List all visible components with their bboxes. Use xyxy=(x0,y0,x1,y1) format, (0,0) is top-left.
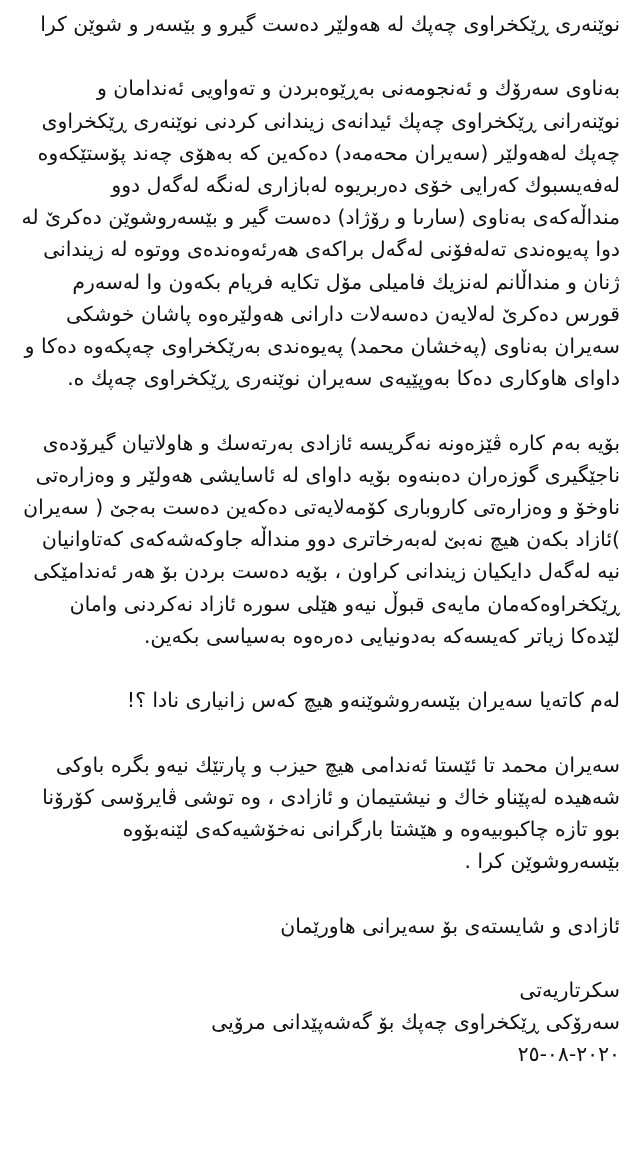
paragraph-slogan: ئازادی و شایستەی بۆ سەیرانی هاورێمان xyxy=(280,913,620,938)
signature-role: سکرتاریەتی xyxy=(519,978,620,1002)
signature-date: ٢٠٢٠-٠٨-٢٥ xyxy=(517,1042,620,1067)
paragraph-background: سەیران محمد تا ئێستا ئەندامی هیچ حیزب و پارتێك نیەو بگرە باوکی شەهیدە لەپێناو خاك و نیشتیمان و ئازادی ، وە توشی ڤایرۆسی کۆرۆنا بوو تازە چاکبوبیەوە و هێشتا بارگرانی نەخۆشیەکەی لێنەبۆوە بێسەروشوێن کرا . xyxy=(42,752,620,874)
signature-organization: سەرۆکی ڕێکخراوی چەپك بۆ گەشەپێدانی مرۆیی xyxy=(211,1010,620,1035)
signature-block xyxy=(18,974,620,1071)
paragraph-status: لەم کاتەیا سەیران بێسەروشوێنەو هیچ کەس زانیاری نادا ؟! xyxy=(126,688,620,713)
document-title: نوێنەری ڕێکخراوی چەپك لە هەولێر دەست گیرو و بێسەر و شوێن کرا xyxy=(40,12,620,36)
paragraph-demand: بۆیە بەم کارە ڤێزەونە نەگریسە ئازادی بەرتەسك و هاولاتیان گیرۆدەی ناجێگیری گوزەران دەبنەوە بۆیە داوای لە ئاسایشی هەولێر و وەزارەتی ناوخۆ و وەزارەتی کاروباری کۆمەلایەتی دەکەین دەست بەجێ ( سەیران )ئازاد بکەن هیچ نەبێ لەبەرخاتری دوو منداڵە جاوکەشەکەی کەتاوانیان نیە لەگەل دایکیان زیندانی کراون ، بۆیە دەست بردن بۆ هەر ئەندامێکی ڕێکخراوەکەمان مایەی قبوڵ نیەو هێلی سورە ئازاد نەکردنی وامان لێدەکا زیاتر کەیسەکە بەدونیایی دەرەوە بەسیاسی بکەین. xyxy=(23,430,620,648)
paragraph-condemnation: بەناوی سەرۆك و ئەنجومەنی بەڕێوەبردن و تەواویی ئەندامان و نوێنەرانی ڕێکخراوی چەپك ئیدانەی زیندانی کردنی نوێنەری ڕێکخراوی چەپك لەهەولێر (سەیران محەمەد) دەکەین کە بەهۆی چەند پۆستێکەوە لەفەیسبوك کەرایی خۆی دەربریوە لەبازاری لەنگە لەگەل دوو منداڵەکەی بەناوی (سارىا و رۆژاد) دەست گیر و بێسەروشوێن دەکرێ لە دوا پەیوەندی تەلەفۆنی لەگەل براکەی هەرئەوەندەی ووتوە لە زیندانی ژنان و منداڵانم لەنزیك فامیلی مۆل تکایە فریام بکەون وا لەسەرم قورس دەکرێ لەلایەن دەسەلات دارانی هەولێرەوە پاشان خوشکی سەیران بەناوی (پەخشان محمد) پەیوەندی بەرێکخراوی چەپکەوە دەکا و داوای هاوکاری دەکا بەوپێیەی سەیران نوێنەری ڕێکخراوی چەپك ە. xyxy=(21,76,620,391)
